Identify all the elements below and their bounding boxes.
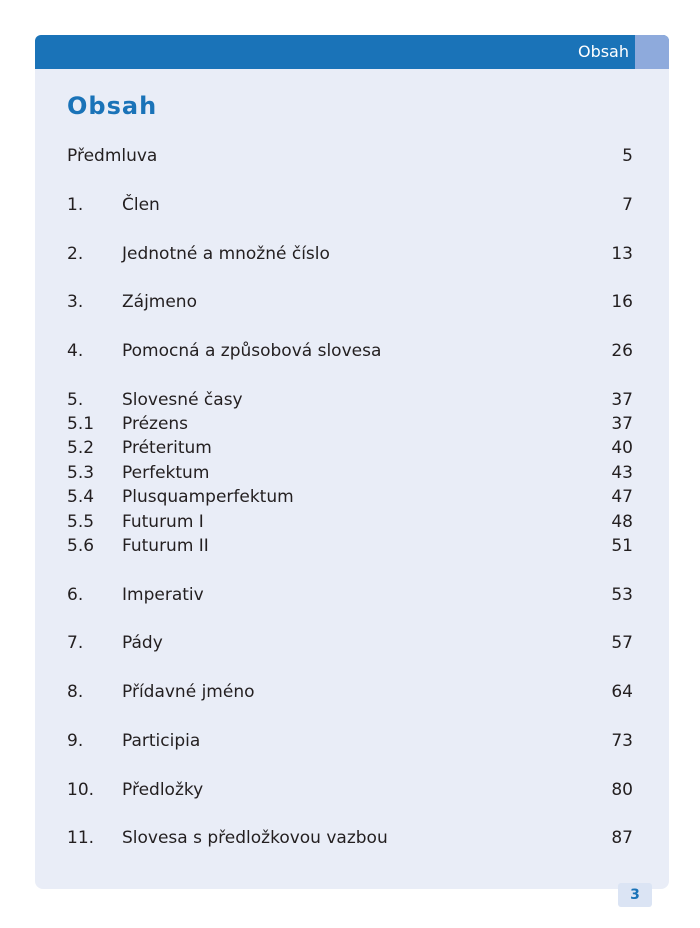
toc-entry-number: 2. <box>67 244 84 264</box>
toc-entry-number: 6. <box>67 585 84 605</box>
toc-entry-page: 5 <box>622 146 633 166</box>
toc-entry-title: Préteritum <box>122 438 212 458</box>
toc-entry-title: Člen <box>122 195 160 215</box>
toc-entry-page: 43 <box>611 463 633 483</box>
toc-entry-page: 80 <box>611 780 633 800</box>
content-panel <box>35 69 669 889</box>
toc-entry-number: 5.6 <box>67 536 95 556</box>
toc-entry-page: 51 <box>611 536 633 556</box>
toc-entry-title: Jednotné a množné číslo <box>122 244 330 264</box>
toc-entry-number: 9. <box>67 731 84 751</box>
toc-entry-title: Slovesné časy <box>122 390 243 410</box>
toc-entry-title: Plusquamperfektum <box>122 487 294 507</box>
toc-entry-page: 53 <box>611 585 633 605</box>
toc-entry-page: 47 <box>611 487 633 507</box>
toc-subentry[interactable] <box>67 412 633 436</box>
toc-entry-title: Předložky <box>122 780 204 800</box>
toc-entry-page: 13 <box>611 244 633 264</box>
toc-subentry[interactable] <box>67 461 633 485</box>
toc-entry-number: 8. <box>67 682 84 702</box>
toc-entry-number: 5.5 <box>67 512 95 532</box>
toc-entry-title: Pomocná a způsobová slovesa <box>122 341 382 361</box>
toc-entry-title: Předmluva <box>67 146 158 166</box>
toc-entry[interactable] <box>67 778 633 802</box>
toc-subentry[interactable] <box>67 485 633 509</box>
header-tab <box>635 35 669 69</box>
toc-entry-number: 3. <box>67 292 84 312</box>
toc-entry[interactable] <box>67 729 633 753</box>
toc-entry-page: 7 <box>622 195 633 215</box>
toc-entry[interactable] <box>67 631 633 655</box>
toc-entry-page: 87 <box>611 828 633 848</box>
header-section-label: Obsah <box>577 42 629 61</box>
toc-entry-page: 26 <box>611 341 633 361</box>
toc-subentry[interactable] <box>67 510 633 534</box>
toc-entry-number: 7. <box>67 633 84 653</box>
toc-entry[interactable] <box>67 290 633 314</box>
toc-entry-title: Prézens <box>122 414 189 434</box>
toc-entry-title: Imperativ <box>122 585 204 605</box>
toc-entry-preface[interactable] <box>67 144 633 168</box>
toc-entry-page: 48 <box>611 512 633 532</box>
toc-entry[interactable] <box>67 339 633 363</box>
toc-entry[interactable] <box>67 242 633 266</box>
toc-entry-number: 11. <box>67 828 95 848</box>
toc-entry-page: 64 <box>611 682 633 702</box>
toc-entry-number: 5.2 <box>67 438 95 458</box>
toc-subentry[interactable] <box>67 534 633 558</box>
toc-entry[interactable] <box>67 583 633 607</box>
toc-entry-title: Perfektum <box>122 463 210 483</box>
toc-entry-title: Zájmeno <box>122 292 197 312</box>
toc-entry[interactable] <box>67 680 633 704</box>
toc-entry-page: 37 <box>611 390 633 410</box>
toc-entry-title: Futurum I <box>122 512 204 532</box>
toc-entry-title: Přídavné jméno <box>122 682 255 702</box>
toc-entry-number: 5.4 <box>67 487 95 507</box>
toc-entry-page: 57 <box>611 633 633 653</box>
toc-entry-number: 5. <box>67 390 84 410</box>
toc-entry-number: 1. <box>67 195 84 215</box>
toc-entry[interactable] <box>67 826 633 850</box>
page-number: 3 <box>618 883 652 907</box>
toc-entry-title: Futurum II <box>122 536 209 556</box>
page-title: Obsah <box>67 92 158 120</box>
toc-entry-number: 5.1 <box>67 414 95 434</box>
toc-entry[interactable] <box>67 193 633 217</box>
toc-entry-number: 10. <box>67 780 95 800</box>
toc-entry-title: Pády <box>122 633 163 653</box>
toc-entry-page: 16 <box>611 292 633 312</box>
toc-entry-page: 40 <box>611 438 633 458</box>
header-bar <box>35 35 669 69</box>
toc-entry-number: 5.3 <box>67 463 95 483</box>
toc-entry-page: 37 <box>611 414 633 434</box>
toc-entry-number: 4. <box>67 341 84 361</box>
toc-subentry[interactable] <box>67 436 633 460</box>
toc-entry[interactable] <box>67 388 633 412</box>
toc-entry-title: Participia <box>122 731 201 751</box>
toc-entry-page: 73 <box>611 731 633 751</box>
toc-entry-title: Slovesa s předložkovou vazbou <box>122 828 388 848</box>
